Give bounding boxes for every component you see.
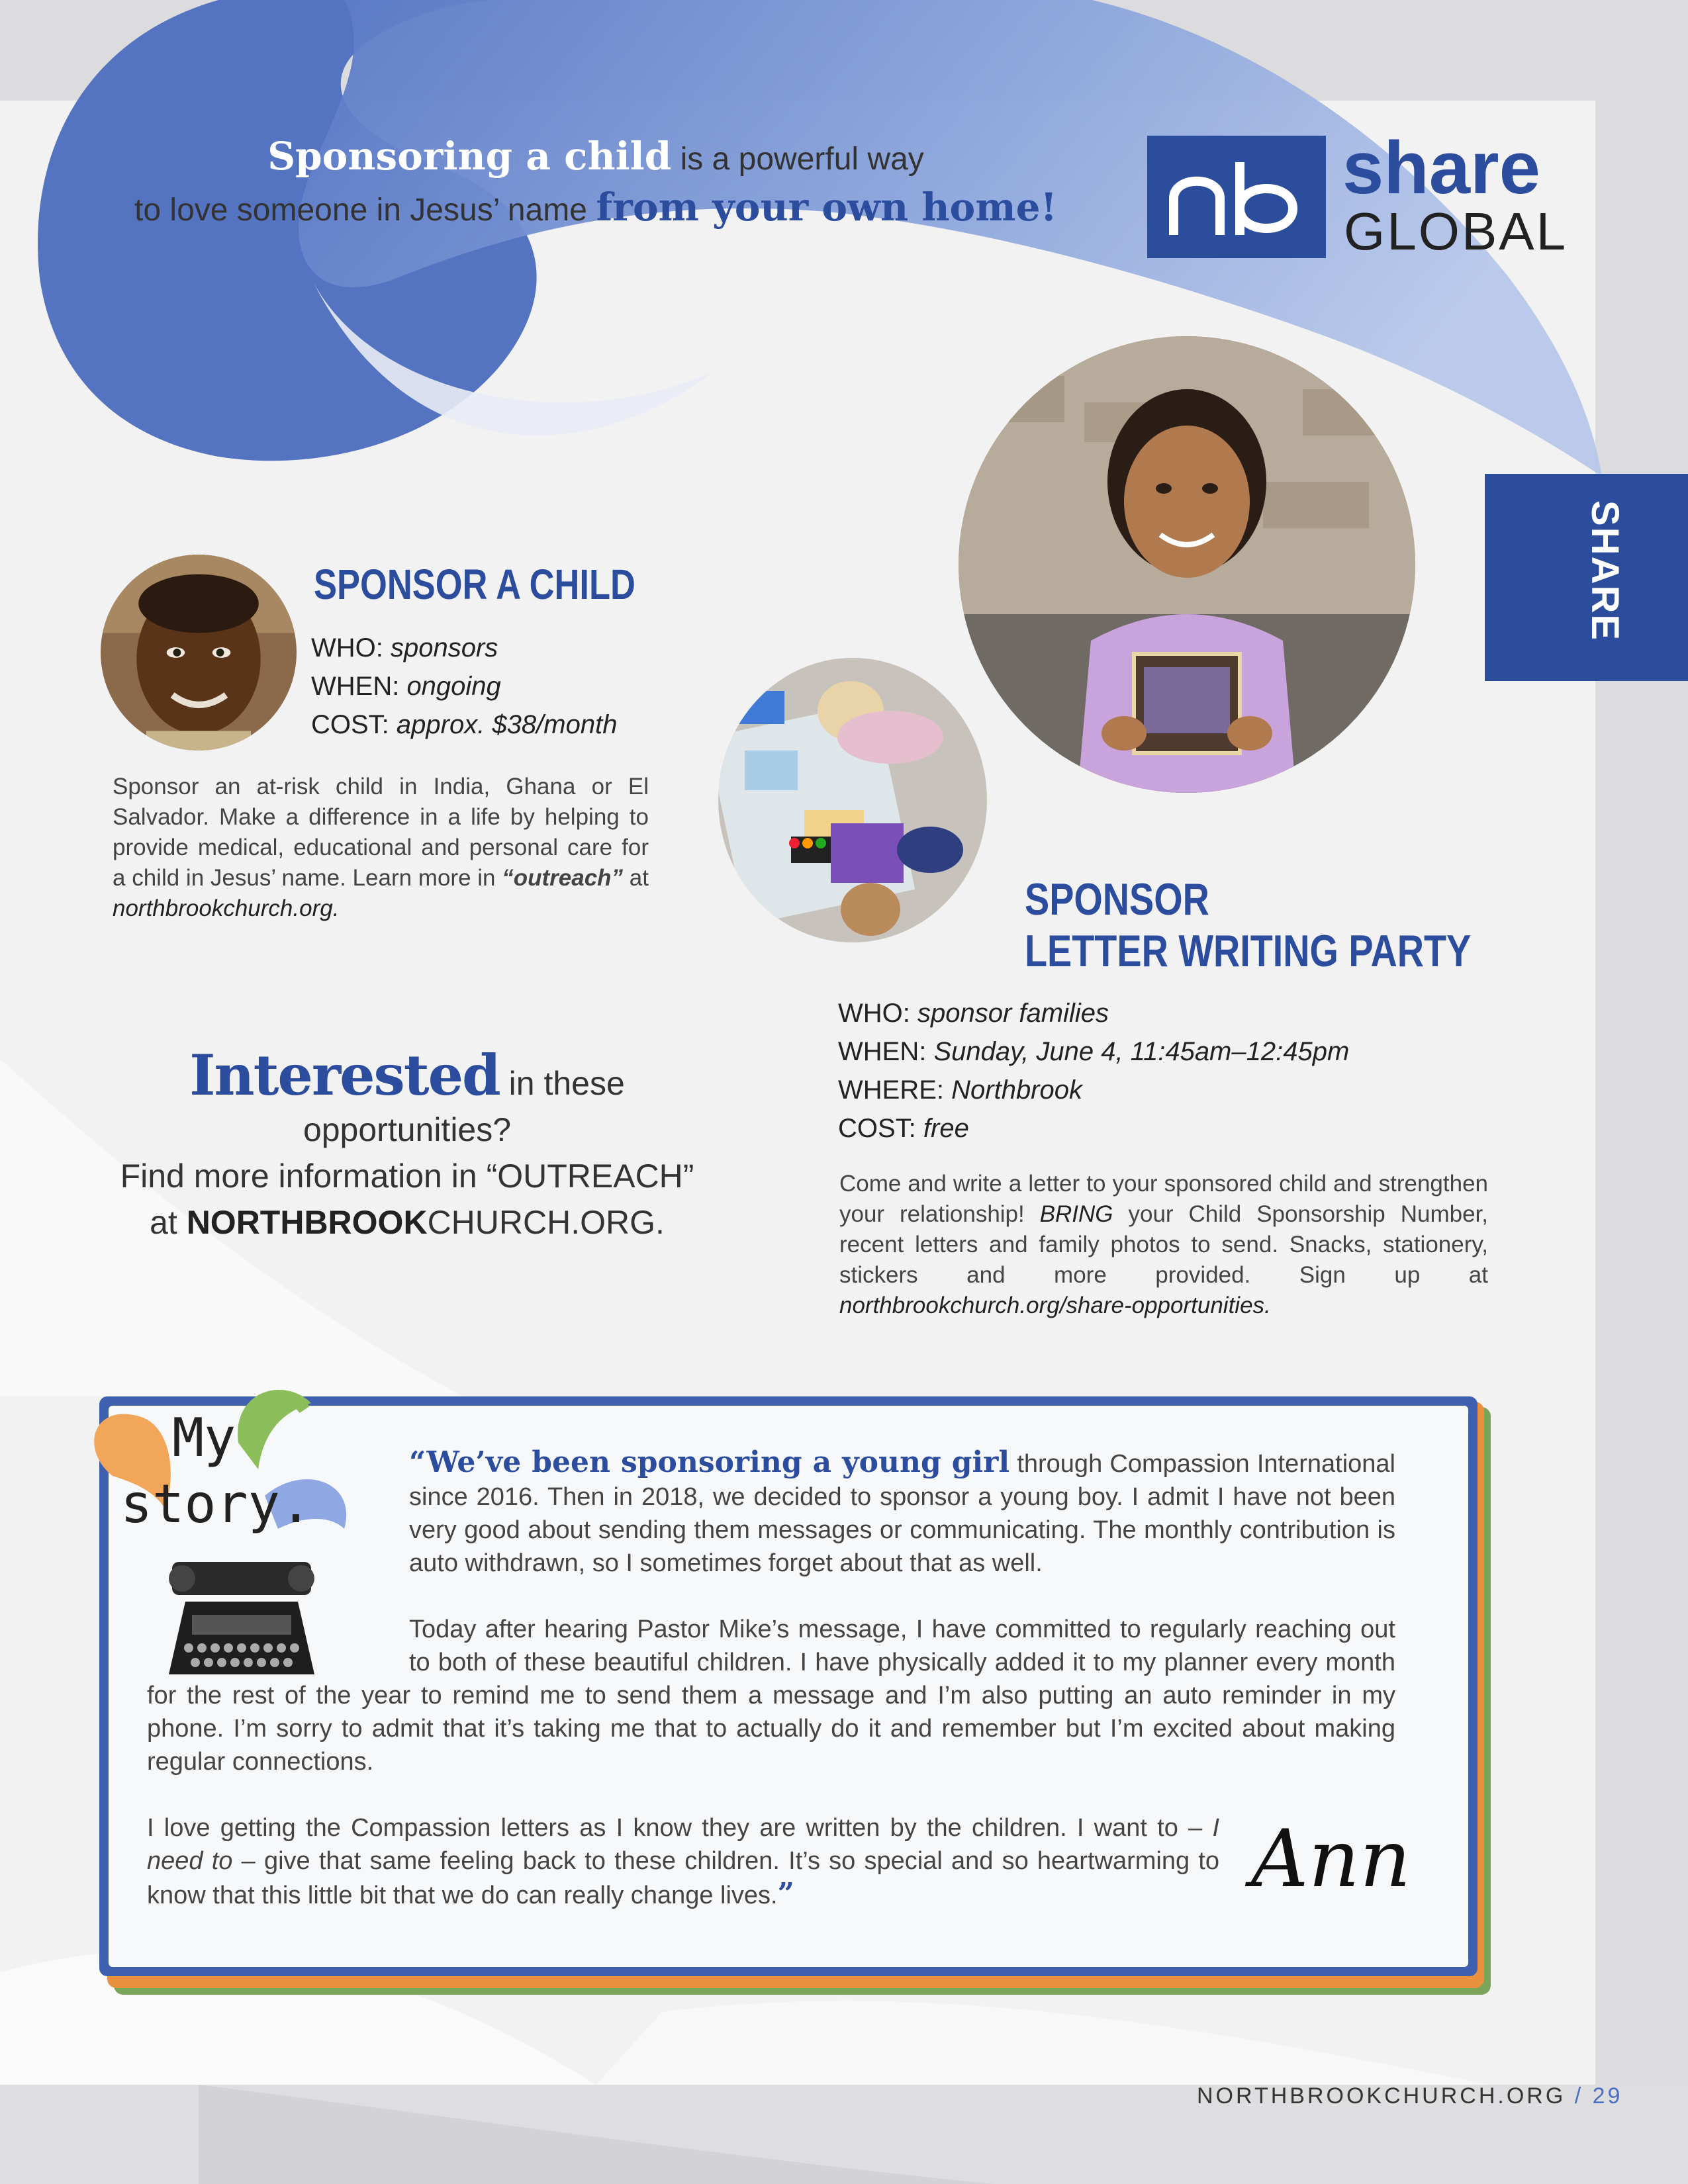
page-footer (1197, 2083, 1622, 2109)
when-value: ongoing (406, 672, 501, 701)
girl-photo (959, 336, 1415, 793)
cost-value: free (923, 1114, 969, 1143)
footer-separator: / (1566, 2083, 1593, 2109)
who-row (838, 994, 1349, 1032)
tagline-text-2: to love someone in Jesus’ name (134, 193, 596, 228)
story-body (147, 1446, 1395, 1945)
at-text: at (150, 1204, 187, 1241)
where-value: Northbrook (951, 1075, 1082, 1105)
story-lead-quote: “We’ve been sponsoring a young girl (409, 1445, 1010, 1479)
boy-photo (101, 555, 297, 751)
share-tab-label: SHARE (1583, 500, 1626, 642)
badge-spacer (147, 1446, 409, 1678)
header-tagline (99, 132, 1092, 234)
letter-party-description (839, 1169, 1488, 1321)
site-bold[interactable]: NORTHBROOK (186, 1204, 428, 1241)
when-row (311, 667, 617, 705)
where-row (838, 1071, 1349, 1109)
story-p3-text-2: – give that same feeling back to these children. It’s so special and so heartwarming to know that this little bit that we do can really change lives. (147, 1847, 1219, 1909)
share-section-tab (1485, 474, 1688, 681)
when-row (838, 1032, 1349, 1071)
tagline-emphasis: Sponsoring a child (267, 134, 672, 179)
signature: Ann (1251, 1813, 1411, 1905)
sponsor-child-heading: SPONSOR A CHILD (314, 561, 635, 608)
kids-writing-photo (718, 658, 987, 942)
interested-callout (93, 1042, 722, 1246)
where-label: WHERE: (838, 1075, 952, 1105)
interested-line1-text: in these opportunities? (303, 1065, 625, 1148)
when-label: WHEN: (311, 672, 407, 701)
outreach-quote: “outreach” (502, 865, 624, 891)
cost-value: approx. $38/month (396, 710, 618, 739)
when-value: Sunday, June 4, 11:45am–12:45pm (933, 1037, 1350, 1066)
who-label: WHO: (838, 999, 917, 1028)
bring-emphasis: BRING (1039, 1201, 1113, 1227)
website-link[interactable]: northbrookchurch.org. (113, 895, 340, 921)
cost-label: COST: (311, 710, 397, 739)
closing-quote: ” (777, 1877, 794, 1911)
interested-line1 (93, 1042, 722, 1153)
tagline-emphasis-2: from your own home! (596, 185, 1057, 230)
logo-word-share: share (1342, 126, 1540, 209)
who-value: sponsors (390, 633, 498, 662)
logo-word-global: GLOBAL (1344, 202, 1568, 261)
letter-heading-line2: LETTER WRITING PARTY (1025, 926, 1472, 976)
who-value: sponsor families (917, 999, 1109, 1028)
story-p3-italic: I need to (147, 1814, 1219, 1875)
when-label: WHEN: (838, 1037, 934, 1066)
signup-link[interactable]: northbrookchurch.org/share-opportunities. (839, 1293, 1271, 1318)
story-p3-text: I love getting the Compassion letters as I know they are written by the children. I want to – (147, 1814, 1213, 1842)
badge-line2: story. (120, 1473, 312, 1535)
page-number: 29 (1592, 2083, 1623, 2109)
badge-line1: My (172, 1407, 236, 1469)
cost-row (838, 1109, 1349, 1148)
interested-title: Interested (189, 1042, 500, 1108)
description-text: Come and write a letter to your sponsored child and strengthen your relationship! (839, 1171, 1488, 1227)
sponsor-child-description (113, 772, 649, 924)
description-text-2: your Child Sponsorship Number, recent letters and family photos to send. Snacks, stationery, stickers and more provided. Sign up at (839, 1201, 1488, 1288)
interested-line3 (93, 1199, 722, 1246)
story-p1-text: through Compassion International since 2016. Then in 2018, we decided to sponsor a young boy. I admit I have not been very good about sending them messages or communicating. The monthly contribution is auto withdrawn, so I sometimes forget about that as well. (409, 1450, 1395, 1577)
nb-logo-icon (1147, 136, 1326, 258)
interested-line2: Find more information in “OUTREACH” (120, 1158, 694, 1195)
description-text: Sponsor an at-risk child in India, Ghana or El Salvador. Make a difference in a life by helping to provide medical, educational and personal care for a child in Jesus’ name. Learn more in (113, 774, 649, 891)
footer-site-rest[interactable]: CHURCH.ORG (1384, 2083, 1566, 2109)
sponsor-child-details (311, 629, 617, 744)
who-label: WHO: (311, 633, 391, 662)
story-paragraph-3 (147, 1811, 1219, 1912)
story-paragraph-2: Today after hearing Pastor Mike’s message, I have committed to regularly reaching out to both of these beautiful children. I have physically added it to my planner every month for the rest of the year to remind me to send them a message and I’m also putting an auto reminder in my phone. I’m sorry to admit that it’s taking me that to actually do it and remember but I’m excited about making regular connections. (147, 1615, 1395, 1776)
cost-label: COST: (838, 1114, 923, 1143)
cost-row (311, 705, 617, 744)
letter-party-details (838, 994, 1349, 1148)
footer-site-bold[interactable]: NORTHBROOK (1197, 2083, 1385, 2109)
tagline-text: is a powerful way (671, 142, 924, 177)
letter-heading-line1: SPONSOR (1025, 874, 1209, 925)
letter-party-heading (1025, 874, 1471, 977)
site-rest[interactable]: CHURCH.ORG. (427, 1204, 665, 1241)
description-mid: at (623, 865, 649, 891)
who-row (311, 629, 617, 667)
share-global-logo-mark (1147, 136, 1326, 258)
